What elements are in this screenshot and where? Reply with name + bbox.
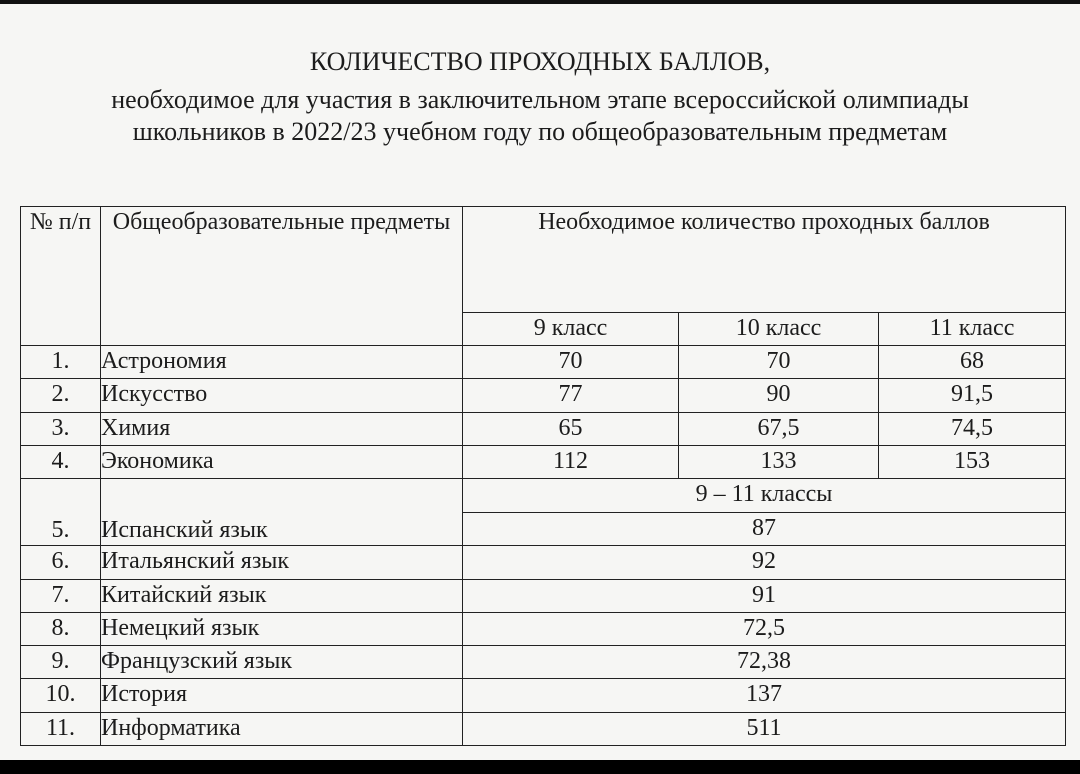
row-subject: Итальянский язык — [101, 546, 463, 580]
table-row — [21, 346, 1066, 379]
row-number-value: 5. — [51, 517, 70, 543]
row-number: 4. — [21, 446, 101, 479]
score-grade-10: 133 — [679, 446, 879, 479]
row-number: 6. — [21, 546, 101, 580]
row-number: 7. — [21, 580, 101, 613]
document-subtitle-line1: необходимое для участия в заключительном этапе всероссийской олимпиады — [111, 85, 969, 114]
row-number: 9. — [21, 646, 101, 679]
row-subject-value: Испанский язык — [101, 517, 268, 543]
combined-header-row — [21, 479, 1066, 513]
score-all-grades: 92 — [463, 546, 1066, 580]
row-subject: Информатика — [101, 713, 463, 746]
header-row — [21, 207, 1066, 313]
score-all-grades: 72,38 — [463, 646, 1066, 679]
row-subject: Китайский язык — [101, 580, 463, 613]
header-grade-11: 11 класс — [879, 313, 1066, 346]
score-grade-11: 153 — [879, 446, 1066, 479]
header-grade-10: 10 класс — [679, 313, 879, 346]
row-number — [21, 479, 101, 546]
header-scores: Необходимое количество проходных баллов — [463, 207, 1066, 313]
table-row — [21, 646, 1066, 679]
score-all-grades: 137 — [463, 679, 1066, 713]
score-grade-9: 70 — [463, 346, 679, 379]
header-number: № п/п — [21, 207, 101, 346]
score-all-grades: 511 — [463, 713, 1066, 746]
row-subject: Химия — [101, 413, 463, 446]
row-subject: Искусство — [101, 379, 463, 413]
row-number: 2. — [21, 379, 101, 413]
document-title: КОЛИЧЕСТВО ПРОХОДНЫХ БАЛЛОВ, — [309, 47, 771, 76]
row-number: 10. — [21, 679, 101, 713]
score-grade-10: 70 — [679, 346, 879, 379]
score-grade-9: 112 — [463, 446, 679, 479]
score-grade-10: 67,5 — [679, 413, 879, 446]
table-row — [21, 546, 1066, 580]
row-subject: История — [101, 679, 463, 713]
table-row — [21, 613, 1066, 646]
score-grade-9: 77 — [463, 379, 679, 413]
score-grade-11: 91,5 — [879, 379, 1066, 413]
row-number: 3. — [21, 413, 101, 446]
score-grade-9: 65 — [463, 413, 679, 446]
score-all-grades: 87 — [463, 513, 1066, 546]
score-all-grades: 72,5 — [463, 613, 1066, 646]
header-all-grades: 9 – 11 классы — [463, 479, 1066, 513]
header-subject: Общеобразовательные предметы — [101, 207, 463, 346]
score-grade-10: 90 — [679, 379, 879, 413]
table-row — [21, 580, 1066, 613]
row-subject: Астрономия — [101, 346, 463, 379]
row-number: 8. — [21, 613, 101, 646]
row-number: 1. — [21, 346, 101, 379]
table-row — [21, 679, 1066, 713]
score-grade-11: 74,5 — [879, 413, 1066, 446]
header-grade-9: 9 класс — [463, 313, 679, 346]
row-subject: Немецкий язык — [101, 613, 463, 646]
row-subject: Экономика — [101, 446, 463, 479]
table-row — [21, 713, 1066, 746]
row-subject: Французский язык — [101, 646, 463, 679]
score-grade-11: 68 — [879, 346, 1066, 379]
table-row — [21, 379, 1066, 413]
table-row — [21, 446, 1066, 479]
row-number: 11. — [21, 713, 101, 746]
row-subject — [101, 479, 463, 546]
table-row — [21, 413, 1066, 446]
passing-scores-table — [20, 206, 1066, 746]
document-subtitle-line2: школьников в 2022/23 учебном году по общеобразовательным предметам — [132, 117, 948, 146]
score-all-grades: 91 — [463, 580, 1066, 613]
